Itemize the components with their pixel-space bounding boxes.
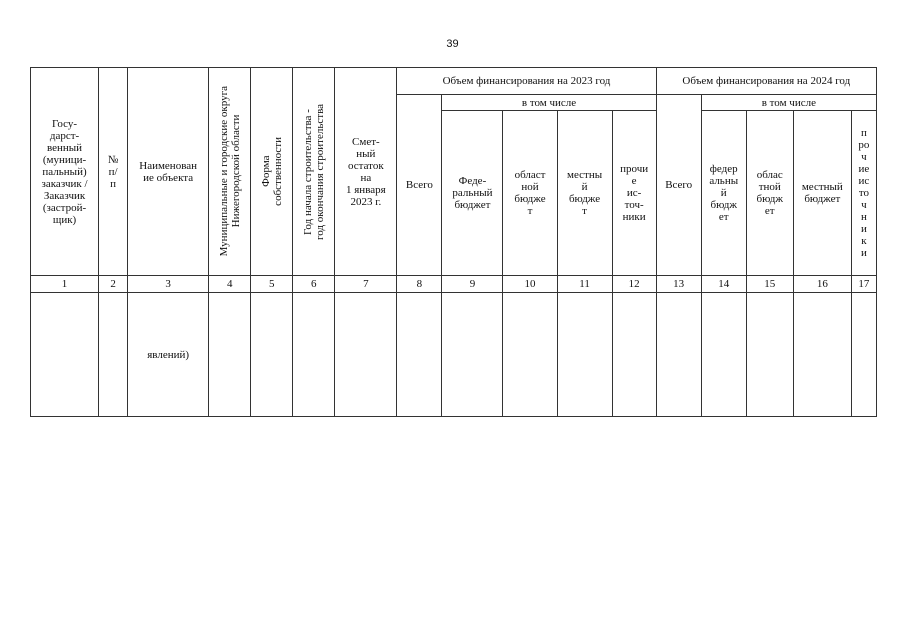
cell-2023-regional	[503, 293, 557, 417]
header-2023-local: местны й бюдже т	[557, 111, 612, 276]
header-2024-regional: облас тной бюдж ет	[746, 111, 793, 276]
column-number: 17	[851, 276, 876, 293]
cell-2024-federal	[701, 293, 746, 417]
cell-2023-other	[612, 293, 656, 417]
column-number: 12	[612, 276, 656, 293]
header-funding-2023: Объем финансирования на 2023 год	[397, 68, 656, 95]
column-number-row	[31, 276, 877, 293]
cell-estimate-remainder	[335, 293, 397, 417]
column-number: 6	[293, 276, 335, 293]
cell-2024-total	[656, 293, 701, 417]
cell-2023-local	[557, 293, 612, 417]
header-num: № п/ п	[99, 68, 128, 276]
page-number: 39	[446, 38, 459, 50]
column-number: 9	[442, 276, 503, 293]
column-number: 13	[656, 276, 701, 293]
header-2024-local: местный бюджет	[793, 111, 851, 276]
header-2023-total: Всего	[397, 95, 442, 276]
column-number: 4	[209, 276, 251, 293]
header-2024-other: п ро ч ие ис то ч н и к и	[851, 111, 876, 276]
column-number: 16	[793, 276, 851, 293]
header-customer: Госу- дарст- венный (муници- пальный) заказчик / Заказчик (застрой- щик)	[31, 68, 99, 276]
column-number: 11	[557, 276, 612, 293]
header-2023-regional: област ной бюдже т	[503, 111, 557, 276]
column-number: 1	[31, 276, 99, 293]
header-years: Год начала строительства - год окончания строительства	[293, 68, 335, 276]
cell-years	[293, 293, 335, 417]
header-2023-including: в том числе	[442, 95, 656, 111]
header-municipality: Муниципальные и городские округа Нижегородской области	[209, 68, 251, 276]
header-object-name: Наименован ие объекта	[128, 68, 209, 276]
cell-2024-local	[793, 293, 851, 417]
cell-2024-regional	[746, 293, 793, 417]
header-2024-total: Всего	[656, 95, 701, 276]
financing-table	[30, 67, 877, 417]
header-estimate-remainder: Смет- ный остаток на 1 января 2023 г.	[335, 68, 397, 276]
table-row	[31, 293, 877, 417]
cell-municipality	[209, 293, 251, 417]
header-funding-2024: Объем финансирования на 2024 год	[656, 68, 876, 95]
cell-num	[99, 293, 128, 417]
cell-2023-total	[397, 293, 442, 417]
cell-ownership	[251, 293, 293, 417]
column-number: 3	[128, 276, 209, 293]
column-number: 15	[746, 276, 793, 293]
cell-object-name: явлений)	[128, 293, 209, 417]
column-number: 5	[251, 276, 293, 293]
cell-2024-other	[851, 293, 876, 417]
cell-customer	[31, 293, 99, 417]
header-2024-federal: федер альны й бюдж ет	[701, 111, 746, 276]
column-number: 14	[701, 276, 746, 293]
header-2023-other: прочи е ис- точ- ники	[612, 111, 656, 276]
cell-2023-federal	[442, 293, 503, 417]
header-ownership: Форма собственности	[251, 68, 293, 276]
column-number: 2	[99, 276, 128, 293]
column-number: 7	[335, 276, 397, 293]
column-number: 10	[503, 276, 557, 293]
header-2023-federal: Феде- ральный бюджет	[442, 111, 503, 276]
column-number: 8	[397, 276, 442, 293]
header-2024-including: в том числе	[701, 95, 876, 111]
